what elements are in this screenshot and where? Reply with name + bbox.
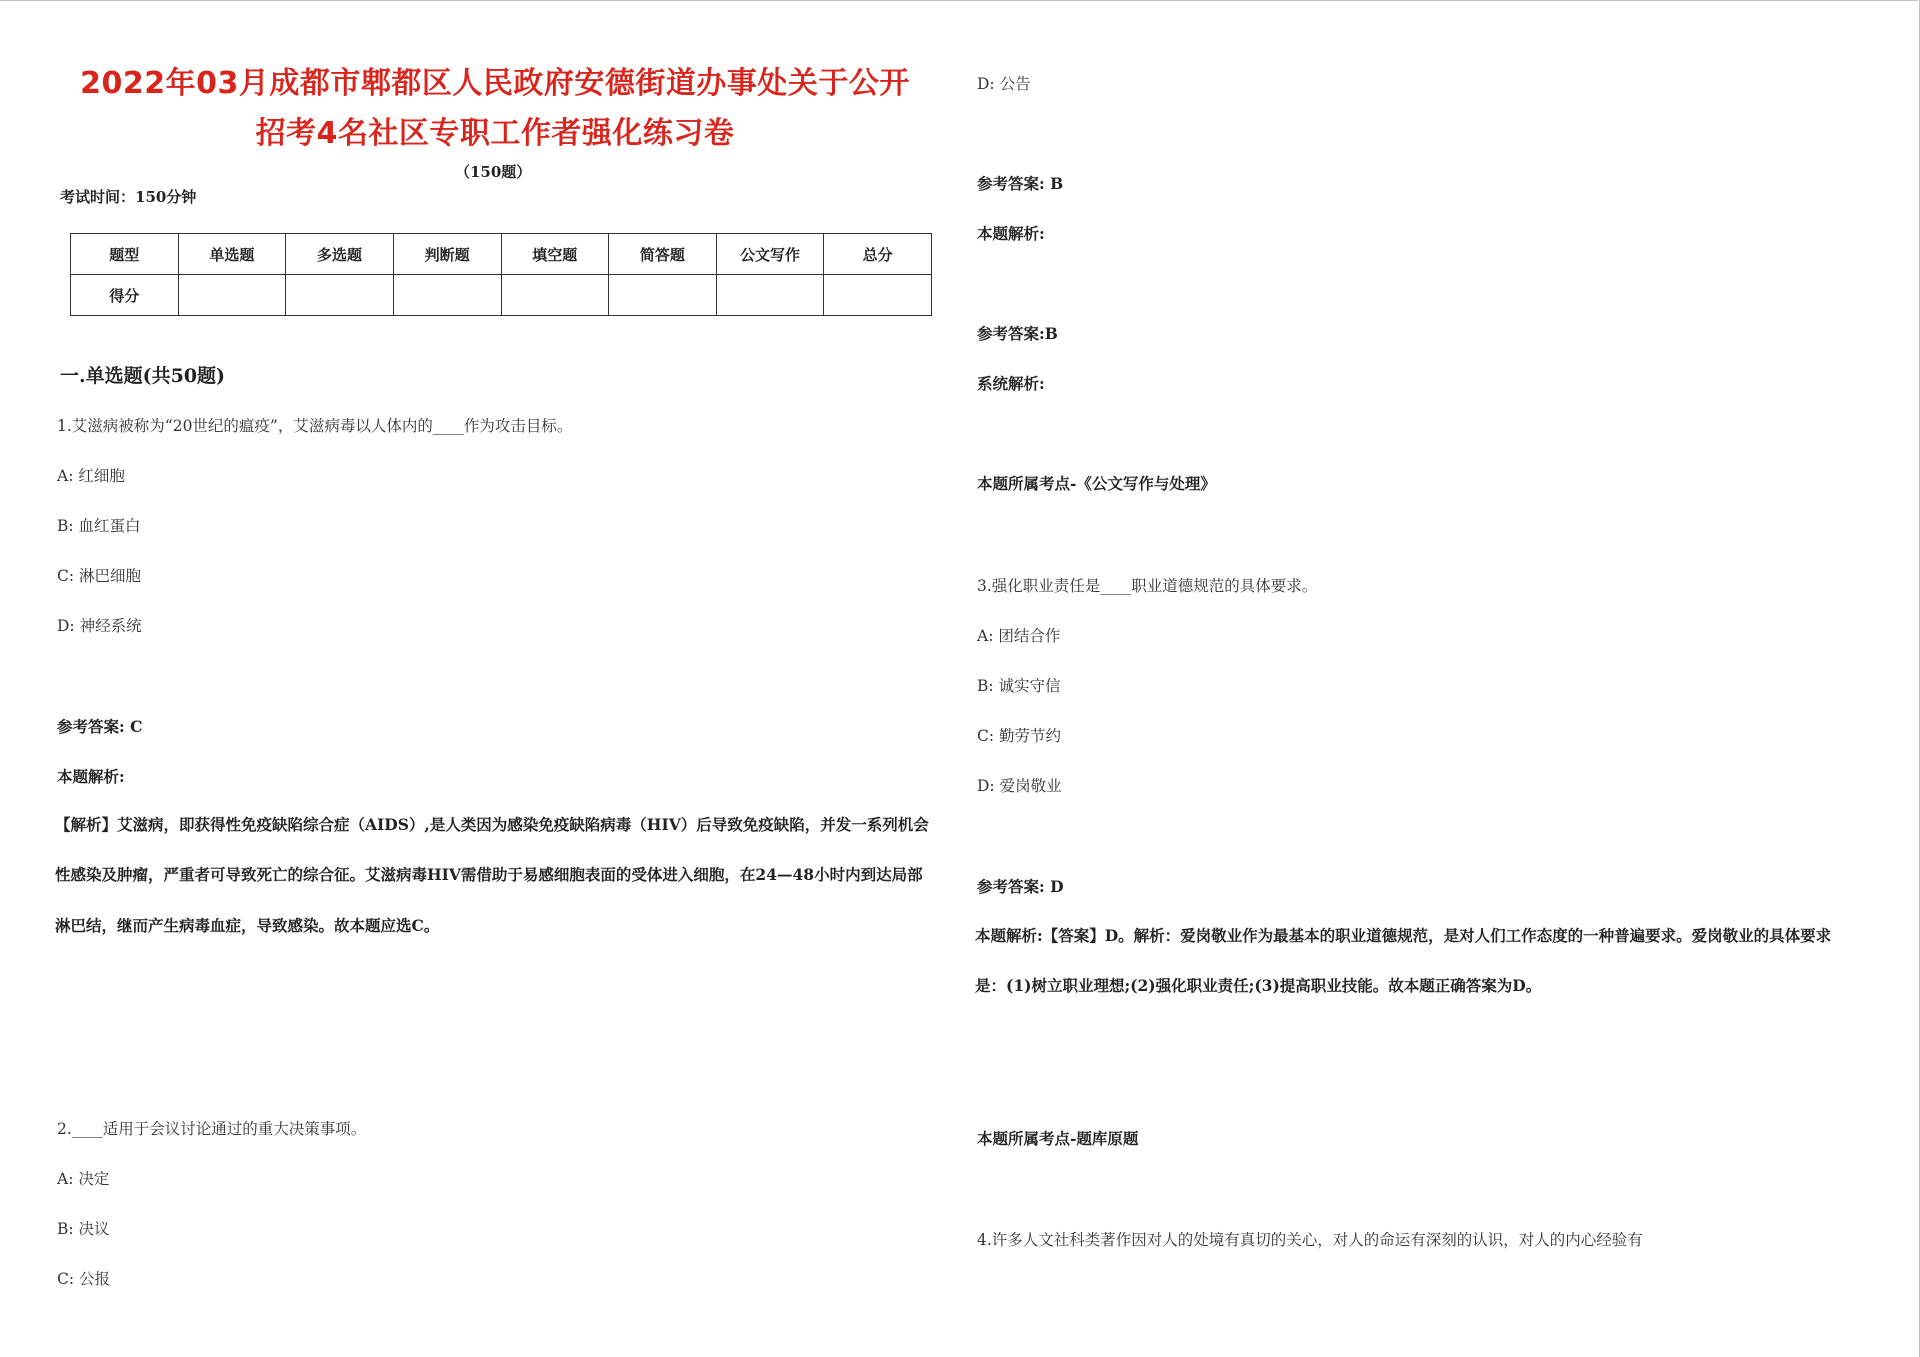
question-2-answer: 参考答案: B [977,174,1064,193]
document-title-line2: 招考4名社区专职工作者强化练习卷 [255,116,735,151]
question-1-text: 1.艾滋病被称为“20世纪的瘟疫”，艾滋病毒以人体内的____作为攻击目标。 [57,417,573,435]
question-3-text: 3.强化职业责任是____职业道德规范的具体要求。 [977,577,1318,595]
score-cell [609,275,717,316]
question-3-option-a: A: 团结合作 [977,627,1061,645]
score-header-cell: 填空题 [501,234,609,275]
score-table [70,233,932,316]
score-header-cell: 简答题 [609,234,717,275]
score-header-cell: 判断题 [393,234,501,275]
question-1-option-b: B: 血红蛋白 [57,517,141,535]
score-table-header-row [71,234,932,275]
score-row-label: 得分 [71,275,179,316]
question-2-topic: 本题所属考点-《公文写作与处理》 [977,474,1216,493]
question-3-topic: 本题所属考点-题库原题 [977,1129,1139,1148]
question-2-analysis-label: 本题解析: [977,224,1045,243]
document-title-line1: 2022年03月成都市郫都区人民政府安德街道办事处关于公开 [80,66,910,101]
question-1-option-a: A: 红细胞 [57,467,125,485]
score-table-score-row [71,275,932,316]
question-3-option-d: D: 爱岗敬业 [977,777,1062,795]
score-cell [286,275,394,316]
question-2-option-a: A: 决定 [57,1170,110,1188]
question-2-option-c: C: 公报 [57,1270,111,1288]
score-cell [824,275,932,316]
score-header-cell: 题型 [71,234,179,275]
question-3-answer: 参考答案: D [977,877,1064,896]
question-count: （150题） [455,163,532,181]
score-header-cell: 单选题 [178,234,286,275]
question-2-option-d: D: 公告 [977,75,1031,93]
question-2-text: 2.____适用于会议讨论通过的重大决策事项。 [57,1120,367,1138]
score-header-cell: 总分 [824,234,932,275]
question-3-option-c: C: 勤劳节约 [977,727,1062,745]
exam-time: 考试时间：150分钟 [60,188,197,206]
question-3-analysis: 本题解析:【答案】D。解析：爱岗敬业作为最基本的职业道德规范，是对人们工作态度的一种普遍要求。爱岗敬业的具体要求是：(1)树立职业理想;(2)强化职业责任;(3)提高职业技能。故本题正确答案为D。 [975,926,1832,996]
question-2-answer-repeat: 参考答案:B [977,324,1058,343]
question-1-answer: 参考答案: C [57,717,143,736]
score-cell [501,275,609,316]
question-1-analysis-label: 本题解析: [57,767,125,786]
question-1-option-d: D: 神经系统 [57,617,142,635]
page-border-top [0,0,1918,1]
score-cell [716,275,824,316]
score-header-cell: 多选题 [286,234,394,275]
section-title: 一.单选题(共50题) [60,365,226,387]
score-header-cell: 公文写作 [716,234,824,275]
question-4-text: 4.许多人文社科类著作因对人的处境有真切的关心，对人的命运有深刻的认识，对人的内心经验有 [977,1231,1643,1249]
score-cell [393,275,501,316]
question-1-analysis: 【解析】艾滋病，即获得性免疫缺陷综合症（AIDS）,是人类因为感染免疫缺陷病毒（HIV）后导致免疫缺陷，并发一系列机会性感染及肿瘤，严重者可导致死亡的综合征。艾滋病毒HIV需借助于易感细胞表面的受体进入细胞，在24—48小时内到达局部淋巴结，继而产生病毒血症，导致感染。故本题应选C。 [55,815,929,935]
question-2-system-label: 系统解析: [977,374,1045,393]
question-2-option-b: B: 决议 [57,1220,110,1238]
score-cell [178,275,286,316]
question-1-option-c: C: 淋巴细胞 [57,567,142,585]
question-3-option-b: B: 诚实守信 [977,677,1061,695]
